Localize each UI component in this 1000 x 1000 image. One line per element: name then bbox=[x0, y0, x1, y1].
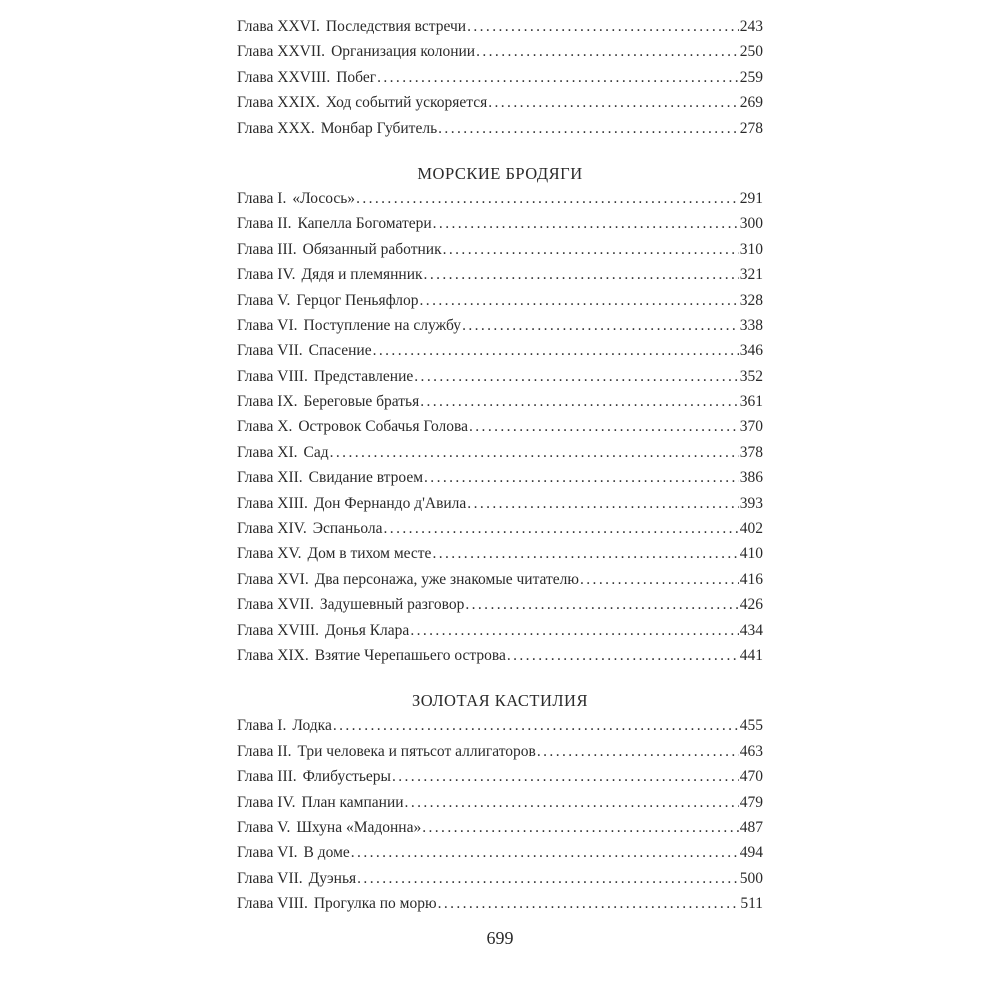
chapter-number: Глава VI. bbox=[237, 844, 298, 862]
page-ref: 278 bbox=[739, 119, 763, 137]
dot-leader bbox=[414, 368, 738, 386]
dot-leader bbox=[405, 794, 739, 812]
chapter-title: Шхуна «Мадонна» bbox=[296, 818, 422, 836]
chapter-title: Свидание втроем bbox=[308, 469, 424, 487]
toc-entry bbox=[237, 120, 763, 145]
page-ref: 243 bbox=[739, 18, 763, 35]
toc-entry bbox=[237, 317, 763, 342]
chapter-number: Глава XV. bbox=[237, 545, 302, 563]
dot-leader bbox=[465, 596, 738, 614]
toc-entry bbox=[237, 743, 763, 768]
dot-leader bbox=[333, 717, 739, 735]
chapter-number: Глава IV. bbox=[237, 266, 296, 284]
entry-label bbox=[237, 215, 432, 233]
chapter-title: Эспаньола bbox=[312, 520, 383, 538]
dot-leader bbox=[537, 743, 739, 761]
toc-entry bbox=[237, 469, 763, 494]
dot-leader bbox=[356, 190, 739, 208]
chapter-number: Глава VIII. bbox=[237, 367, 308, 385]
dot-leader bbox=[424, 469, 739, 487]
dot-leader bbox=[507, 647, 739, 665]
dot-leader bbox=[488, 94, 739, 112]
page-ref: 426 bbox=[739, 596, 763, 614]
chapter-title: Представление bbox=[313, 367, 414, 385]
chapter-title: Ход событий ускоряется bbox=[325, 94, 488, 112]
entry-label bbox=[237, 768, 391, 786]
toc-entry bbox=[237, 717, 763, 742]
entry-label bbox=[237, 469, 423, 487]
chapter-number: Глава XIX. bbox=[237, 646, 309, 664]
chapter-number: Глава X. bbox=[237, 418, 293, 436]
entry-label bbox=[237, 895, 437, 913]
chapter-title: Береговые братья bbox=[303, 393, 420, 411]
chapter-title: Островок Собачья Голова bbox=[298, 418, 468, 436]
dot-leader bbox=[467, 18, 739, 36]
chapter-title: Дядя и племянник bbox=[301, 266, 423, 284]
page-ref: 328 bbox=[739, 291, 763, 309]
toc-entry bbox=[237, 794, 763, 819]
table-of-contents bbox=[237, 18, 763, 921]
chapter-number: Глава IX. bbox=[237, 393, 298, 411]
entry-label bbox=[237, 743, 536, 761]
toc-entry bbox=[237, 418, 763, 443]
page-ref: 393 bbox=[739, 494, 763, 512]
chapter-title: Лодка bbox=[292, 717, 332, 735]
entry-label bbox=[237, 393, 419, 411]
chapter-title: Прогулка по морю bbox=[313, 895, 437, 913]
page-ref: 402 bbox=[739, 520, 763, 538]
chapter-number: Глава VIII. bbox=[237, 895, 308, 913]
chapter-number: Глава XXVI. bbox=[237, 18, 320, 35]
entry-label bbox=[237, 69, 376, 87]
toc-entry bbox=[237, 895, 763, 920]
chapter-number: Глава XXX. bbox=[237, 119, 315, 137]
dot-leader bbox=[467, 495, 738, 513]
page-ref: 321 bbox=[739, 266, 763, 284]
chapter-number: Глава XXVII. bbox=[237, 43, 326, 61]
dot-leader bbox=[384, 520, 739, 538]
dot-leader bbox=[462, 317, 739, 335]
page-ref: 338 bbox=[739, 316, 763, 334]
dot-leader bbox=[580, 571, 739, 589]
entry-label bbox=[237, 342, 372, 360]
entry-label bbox=[237, 571, 579, 589]
dot-leader bbox=[443, 241, 739, 259]
page-ref: 470 bbox=[739, 768, 763, 786]
chapter-title: Взятие Черепашьего острова bbox=[314, 646, 506, 664]
chapter-title: Флибустьеры bbox=[302, 768, 391, 786]
toc-entry bbox=[237, 870, 763, 895]
page-ref: 259 bbox=[739, 68, 763, 86]
entry-label bbox=[237, 794, 404, 812]
toc-entry bbox=[237, 368, 763, 393]
chapter-number: Глава V. bbox=[237, 818, 291, 836]
toc-entry bbox=[237, 292, 763, 317]
chapter-number: Глава VI. bbox=[237, 316, 298, 334]
page-ref: 487 bbox=[739, 818, 763, 836]
toc-entry bbox=[237, 768, 763, 793]
toc-entry bbox=[237, 266, 763, 291]
toc-entry bbox=[237, 393, 763, 418]
chapter-number: Глава IV. bbox=[237, 793, 296, 811]
toc-entry bbox=[237, 43, 763, 68]
entry-label bbox=[237, 18, 466, 36]
chapter-number: Глава XXVIII. bbox=[237, 68, 331, 86]
chapter-number: Глава XIV. bbox=[237, 520, 307, 538]
chapter-number: Глава VII. bbox=[237, 342, 303, 360]
entry-label bbox=[237, 520, 383, 538]
toc-entry bbox=[237, 190, 763, 215]
page-ref: 441 bbox=[739, 646, 763, 664]
chapter-title: Монбар Губитель bbox=[320, 119, 438, 137]
entry-label bbox=[237, 647, 506, 665]
chapter-title: Спасение bbox=[308, 342, 372, 360]
dot-leader bbox=[438, 120, 739, 138]
page-ref: 463 bbox=[739, 742, 763, 760]
entry-label bbox=[237, 317, 461, 335]
entry-label bbox=[237, 844, 350, 862]
dot-leader bbox=[422, 819, 739, 837]
entry-label bbox=[237, 444, 329, 462]
page-ref: 361 bbox=[739, 393, 763, 411]
toc-entry bbox=[237, 241, 763, 266]
entry-label bbox=[237, 120, 437, 138]
chapter-title: Задушевный разговор bbox=[319, 596, 465, 614]
entry-label bbox=[237, 43, 475, 61]
chapter-title: Организация колонии bbox=[331, 43, 476, 61]
page-ref: 494 bbox=[739, 844, 763, 862]
page-ref: 370 bbox=[739, 418, 763, 436]
dot-leader bbox=[424, 266, 739, 284]
entry-label bbox=[237, 292, 419, 310]
entry-label bbox=[237, 190, 355, 208]
page-ref: 346 bbox=[739, 342, 763, 360]
page-ref: 386 bbox=[739, 469, 763, 487]
chapter-number: Глава I. bbox=[237, 717, 287, 735]
toc-entry bbox=[237, 622, 763, 647]
entry-label bbox=[237, 495, 466, 513]
chapter-number: Глава XVI. bbox=[237, 570, 309, 588]
dot-leader bbox=[432, 545, 738, 563]
dot-leader bbox=[433, 215, 739, 233]
page-ref: 500 bbox=[739, 869, 763, 887]
page-ref: 300 bbox=[739, 215, 763, 233]
dot-leader bbox=[438, 895, 740, 913]
page-ref: 434 bbox=[739, 621, 763, 639]
chapter-number: Глава II. bbox=[237, 742, 292, 760]
dot-leader bbox=[420, 393, 739, 411]
chapter-number: Глава XVIII. bbox=[237, 621, 320, 639]
chapter-title: Капелла Богоматери bbox=[297, 215, 432, 233]
entry-label bbox=[237, 717, 332, 735]
entry-label bbox=[237, 368, 413, 386]
page-ref: 416 bbox=[739, 570, 763, 588]
chapter-title: Два персонажа, уже знакомые читателю bbox=[314, 570, 579, 588]
chapter-number: Глава XVII. bbox=[237, 596, 314, 614]
chapter-number: Глава XII. bbox=[237, 469, 303, 487]
chapter-title: Герцог Пеньяфлор bbox=[296, 291, 419, 309]
chapter-number: Глава I. bbox=[237, 189, 287, 207]
entry-label bbox=[237, 94, 487, 112]
chapter-number: Глава XIII. bbox=[237, 494, 308, 512]
chapter-title: Донья Клара bbox=[325, 621, 410, 639]
dot-leader bbox=[410, 622, 738, 640]
toc-entry bbox=[237, 647, 763, 672]
chapter-title: Обязанный работник bbox=[302, 240, 442, 258]
page-ref: 479 bbox=[739, 793, 763, 811]
chapter-title: Побег bbox=[336, 68, 377, 86]
dot-leader bbox=[392, 768, 739, 786]
chapter-number: Глава II. bbox=[237, 215, 292, 233]
entry-label bbox=[237, 241, 442, 259]
chapter-number: Глава XI. bbox=[237, 443, 298, 461]
chapter-number: Глава III. bbox=[237, 768, 297, 786]
chapter-number: Глава XXIX. bbox=[237, 94, 320, 112]
chapter-title: Поступление на службу bbox=[303, 316, 462, 334]
dot-leader bbox=[377, 69, 739, 87]
page-ref: 269 bbox=[739, 94, 763, 112]
page-ref: 455 bbox=[739, 717, 763, 735]
chapter-title: Дом в тихом месте bbox=[307, 545, 432, 563]
chapter-number: Глава III. bbox=[237, 240, 297, 258]
section-heading: МОРСКИЕ БРОДЯГИ bbox=[417, 163, 583, 183]
toc-entry bbox=[237, 844, 763, 869]
chapter-title: Дон Фернандо д'Авила bbox=[313, 494, 467, 512]
toc-entry bbox=[237, 596, 763, 621]
page-ref: 511 bbox=[740, 895, 763, 913]
dot-leader bbox=[351, 844, 739, 862]
chapter-title: Дуэнья bbox=[308, 869, 357, 887]
page-number: 699 bbox=[486, 928, 514, 948]
page-ref: 410 bbox=[739, 545, 763, 563]
entry-label bbox=[237, 596, 464, 614]
entry-label bbox=[237, 870, 356, 888]
chapter-number: Глава VII. bbox=[237, 869, 303, 887]
page-ref: 352 bbox=[739, 367, 763, 385]
chapter-title: Сад bbox=[303, 443, 329, 461]
toc-entry bbox=[237, 819, 763, 844]
toc-entry bbox=[237, 545, 763, 570]
entry-label bbox=[237, 266, 423, 284]
toc-entry bbox=[237, 94, 763, 119]
page-ref: 378 bbox=[739, 443, 763, 461]
chapter-title: В доме bbox=[303, 844, 350, 862]
dot-leader bbox=[476, 43, 739, 61]
dot-leader bbox=[373, 342, 739, 360]
dot-leader bbox=[469, 418, 739, 436]
toc-entry bbox=[237, 69, 763, 94]
entry-label bbox=[237, 418, 468, 436]
page-ref: 291 bbox=[739, 189, 763, 207]
entry-label bbox=[237, 545, 431, 563]
chapter-title: Три человека и пятьсот аллигаторов bbox=[297, 742, 536, 760]
dot-leader bbox=[357, 870, 739, 888]
toc-entry bbox=[237, 215, 763, 240]
toc-entry bbox=[237, 571, 763, 596]
chapter-title: «Лосось» bbox=[292, 189, 356, 207]
entry-label bbox=[237, 622, 409, 640]
chapter-title: План кампании bbox=[301, 793, 404, 811]
section-heading: ЗОЛОТАЯ КАСТИЛИЯ bbox=[412, 691, 588, 711]
toc-entry bbox=[237, 444, 763, 469]
toc-entry bbox=[237, 520, 763, 545]
chapter-number: Глава V. bbox=[237, 291, 291, 309]
dot-leader bbox=[330, 444, 739, 462]
dot-leader bbox=[420, 292, 739, 310]
toc-entry bbox=[237, 18, 763, 43]
page-ref: 250 bbox=[739, 43, 763, 61]
page-ref: 310 bbox=[739, 240, 763, 258]
chapter-title: Последствия встречи bbox=[325, 18, 467, 35]
toc-entry bbox=[237, 495, 763, 520]
entry-label bbox=[237, 819, 421, 837]
toc-entry bbox=[237, 342, 763, 367]
